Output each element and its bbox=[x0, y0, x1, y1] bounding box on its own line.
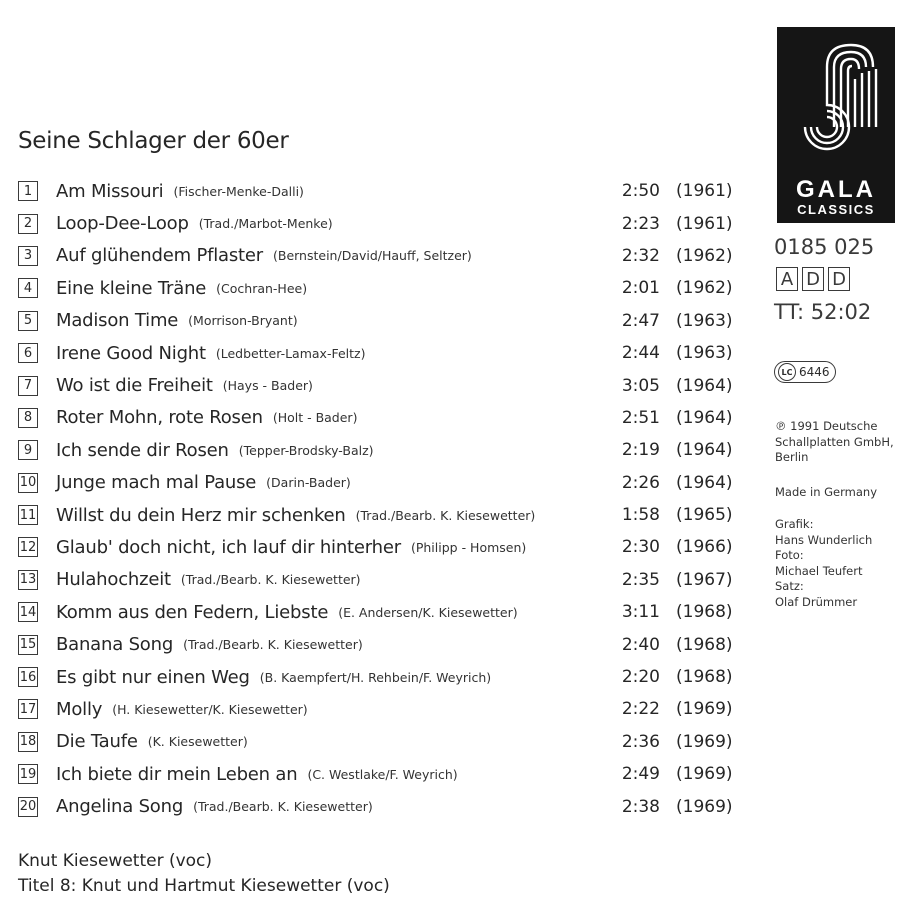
track-composer: (Darin-Bader) bbox=[266, 475, 351, 491]
gala-classics-logo bbox=[777, 27, 895, 223]
design-credit-line: Hans Wunderlich bbox=[775, 532, 873, 547]
track-row bbox=[18, 499, 738, 531]
track-list bbox=[18, 175, 738, 823]
track-number: 18 bbox=[18, 732, 38, 752]
logo-wordmark-classics: CLASSICS bbox=[797, 202, 875, 217]
track-row bbox=[18, 661, 738, 693]
track-year: (1966) bbox=[676, 537, 733, 558]
track-composer: (Trad./Bearb. K. Kiesewetter) bbox=[355, 507, 536, 523]
track-year: (1961) bbox=[676, 213, 733, 234]
design-credit-line: Grafik: bbox=[775, 517, 814, 531]
track-row bbox=[18, 175, 738, 207]
track-row bbox=[18, 240, 738, 272]
track-year: (1969) bbox=[676, 699, 733, 720]
track-number: 4 bbox=[18, 278, 38, 298]
lc-icon: LC bbox=[778, 363, 796, 381]
copyright-notice bbox=[775, 419, 894, 466]
track-composer: (B. Kaempfert/H. Rehbein/F. Weyrich) bbox=[259, 669, 492, 685]
track-composer: (Trad./Bearb. K. Kiesewetter) bbox=[183, 637, 363, 653]
track-title: Madison Time bbox=[56, 310, 179, 332]
track-number: 2 bbox=[18, 214, 38, 234]
track-row bbox=[18, 434, 738, 466]
track-title: Junge mach mal Pause bbox=[56, 472, 257, 494]
track-title: Molly bbox=[56, 698, 103, 720]
track-number: 20 bbox=[18, 797, 38, 817]
track-row bbox=[18, 305, 738, 337]
track-number: 13 bbox=[18, 570, 38, 590]
track-duration: 2:50 bbox=[621, 181, 660, 202]
track-title: Wo ist die Freiheit bbox=[56, 375, 213, 397]
track-year: (1961) bbox=[676, 181, 733, 202]
track-number: 6 bbox=[18, 343, 38, 363]
design-credit-line: Satz: bbox=[775, 579, 804, 593]
track-duration: 2:26 bbox=[621, 472, 660, 493]
track-title: Am Missouri bbox=[56, 180, 164, 202]
track-number: 15 bbox=[18, 635, 38, 655]
track-row bbox=[18, 207, 738, 239]
track-duration: 2:38 bbox=[621, 796, 660, 817]
track-title: Roter Mohn, rote Rosen bbox=[56, 407, 263, 429]
performer-line: Knut Kiesewetter (voc) bbox=[18, 851, 213, 871]
track-year: (1962) bbox=[676, 278, 733, 299]
performer-note: Titel 8: Knut und Hartmut Kiesewetter (voc) bbox=[18, 876, 390, 896]
track-composer: (Philipp - Homsen) bbox=[410, 539, 527, 555]
track-row bbox=[18, 531, 738, 563]
album-title: Seine Schlager der 60er bbox=[18, 128, 289, 154]
track-row bbox=[18, 369, 738, 401]
track-year: (1967) bbox=[676, 569, 733, 590]
track-composer: (Holt - Bader) bbox=[272, 410, 358, 426]
track-composer: (Fischer-Menke-Dalli) bbox=[173, 183, 304, 199]
track-composer: (Ledbetter-Lamax-Feltz) bbox=[215, 345, 366, 361]
track-year: (1969) bbox=[676, 731, 733, 752]
track-duration: 2:35 bbox=[621, 569, 660, 590]
track-row bbox=[18, 467, 738, 499]
track-composer: (E. Andersen/K. Kiesewetter) bbox=[338, 604, 518, 620]
track-duration: 2:01 bbox=[621, 278, 660, 299]
track-number: 10 bbox=[18, 473, 38, 493]
track-duration: 1:58 bbox=[621, 505, 660, 526]
track-year: (1964) bbox=[676, 440, 733, 461]
track-composer: (Cochran-Hee) bbox=[216, 280, 308, 296]
spars-code bbox=[776, 267, 850, 291]
track-composer: (K. Kiesewetter) bbox=[147, 734, 248, 750]
track-year: (1968) bbox=[676, 602, 733, 623]
design-credit-line: Foto: bbox=[775, 548, 804, 562]
track-composer: (Tepper-Brodsky-Balz) bbox=[238, 442, 374, 458]
track-title: Komm aus den Federn, Liebste bbox=[56, 601, 329, 623]
label-code-badge bbox=[774, 361, 836, 383]
track-number: 3 bbox=[18, 246, 38, 266]
track-year: (1962) bbox=[676, 245, 733, 266]
track-duration: 2:47 bbox=[621, 310, 660, 331]
track-duration: 3:11 bbox=[621, 602, 660, 623]
track-title: Es gibt nur einen Weg bbox=[56, 666, 250, 688]
track-year: (1963) bbox=[676, 310, 733, 331]
track-year: (1969) bbox=[676, 796, 733, 817]
track-number: 11 bbox=[18, 505, 38, 525]
track-year: (1964) bbox=[676, 375, 733, 396]
track-number: 8 bbox=[18, 408, 38, 428]
track-composer: (Trad./Bearb. K. Kiesewetter) bbox=[193, 799, 373, 815]
spars-code-letter: D bbox=[802, 267, 824, 291]
track-title: Glaub' doch nicht, ich lauf dir hinterher bbox=[56, 536, 401, 558]
design-credit-line: Olaf Drümmer bbox=[775, 594, 858, 609]
track-title: Die Taufe bbox=[56, 731, 138, 753]
track-number: 9 bbox=[18, 440, 38, 460]
gala-swirl-icon bbox=[777, 27, 895, 177]
copyright-line: ℗ 1991 Deutsche bbox=[775, 419, 878, 433]
design-credits bbox=[775, 517, 872, 610]
track-duration: 2:19 bbox=[621, 440, 660, 461]
track-title: Auf glühendem Pflaster bbox=[56, 245, 263, 267]
track-row bbox=[18, 758, 738, 790]
track-duration: 2:36 bbox=[621, 731, 660, 752]
track-number: 5 bbox=[18, 311, 38, 331]
track-year: (1968) bbox=[676, 667, 733, 688]
track-number: 17 bbox=[18, 699, 38, 719]
track-title: Banana Song bbox=[56, 634, 174, 656]
track-year: (1969) bbox=[676, 764, 733, 785]
total-time: TT: 52:02 bbox=[774, 300, 872, 324]
track-composer: (Hays - Bader) bbox=[222, 378, 313, 394]
track-row bbox=[18, 790, 738, 822]
made-in: Made in Germany bbox=[775, 485, 877, 499]
spars-code-letter: A bbox=[776, 267, 798, 291]
catalog-number: 0185 025 bbox=[774, 235, 875, 259]
performer-credits bbox=[18, 849, 390, 899]
track-duration: 2:23 bbox=[621, 213, 660, 234]
track-duration: 3:05 bbox=[621, 375, 660, 396]
track-duration: 2:40 bbox=[621, 634, 660, 655]
track-title: Willst du dein Herz mir schenken bbox=[56, 504, 346, 526]
track-composer: (Morrison-Bryant) bbox=[188, 313, 298, 329]
track-row bbox=[18, 693, 738, 725]
track-duration: 2:32 bbox=[621, 245, 660, 266]
track-title: Hulahochzeit bbox=[56, 569, 171, 591]
track-duration: 2:20 bbox=[621, 667, 660, 688]
track-number: 14 bbox=[18, 602, 38, 622]
track-title: Loop-Dee-Loop bbox=[56, 213, 189, 235]
track-row bbox=[18, 628, 738, 660]
track-number: 19 bbox=[18, 764, 38, 784]
track-composer: (Trad./Bearb. K. Kiesewetter) bbox=[180, 572, 361, 588]
track-number: 16 bbox=[18, 667, 38, 687]
track-number: 12 bbox=[18, 537, 38, 557]
track-year: (1963) bbox=[676, 343, 733, 364]
track-title: Eine kleine Träne bbox=[56, 277, 207, 299]
label-code: 6446 bbox=[799, 365, 830, 379]
track-composer: (H. Kiesewetter/K. Kiesewetter) bbox=[112, 701, 308, 717]
track-row bbox=[18, 337, 738, 369]
track-title: Ich biete dir mein Leben an bbox=[56, 763, 298, 785]
track-number: 7 bbox=[18, 376, 38, 396]
track-duration: 2:22 bbox=[621, 699, 660, 720]
track-duration: 2:51 bbox=[621, 407, 660, 428]
track-title: Angelina Song bbox=[56, 796, 184, 818]
design-credit-line: Michael Teufert bbox=[775, 563, 863, 578]
track-composer: (Bernstein/David/Hauff, Seltzer) bbox=[273, 248, 472, 264]
track-year: (1968) bbox=[676, 634, 733, 655]
track-row bbox=[18, 402, 738, 434]
track-duration: 2:30 bbox=[621, 537, 660, 558]
logo-wordmark-gala: GALA bbox=[796, 176, 876, 203]
spars-code-letter: D bbox=[828, 267, 850, 291]
track-row bbox=[18, 272, 738, 304]
track-row bbox=[18, 726, 738, 758]
track-year: (1964) bbox=[676, 472, 733, 493]
track-year: (1965) bbox=[676, 505, 733, 526]
track-number: 1 bbox=[18, 181, 38, 201]
track-title: Irene Good Night bbox=[56, 342, 206, 364]
track-row bbox=[18, 596, 738, 628]
copyright-line: Berlin bbox=[775, 450, 809, 464]
track-composer: (C. Westlake/F. Weyrich) bbox=[307, 766, 458, 782]
track-year: (1964) bbox=[676, 407, 733, 428]
copyright-line: Schallplatten GmbH, bbox=[775, 434, 894, 449]
track-composer: (Trad./Marbot-Menke) bbox=[198, 216, 333, 232]
track-title: Ich sende dir Rosen bbox=[56, 439, 229, 461]
track-row bbox=[18, 564, 738, 596]
track-duration: 2:49 bbox=[621, 764, 660, 785]
track-duration: 2:44 bbox=[621, 343, 660, 364]
